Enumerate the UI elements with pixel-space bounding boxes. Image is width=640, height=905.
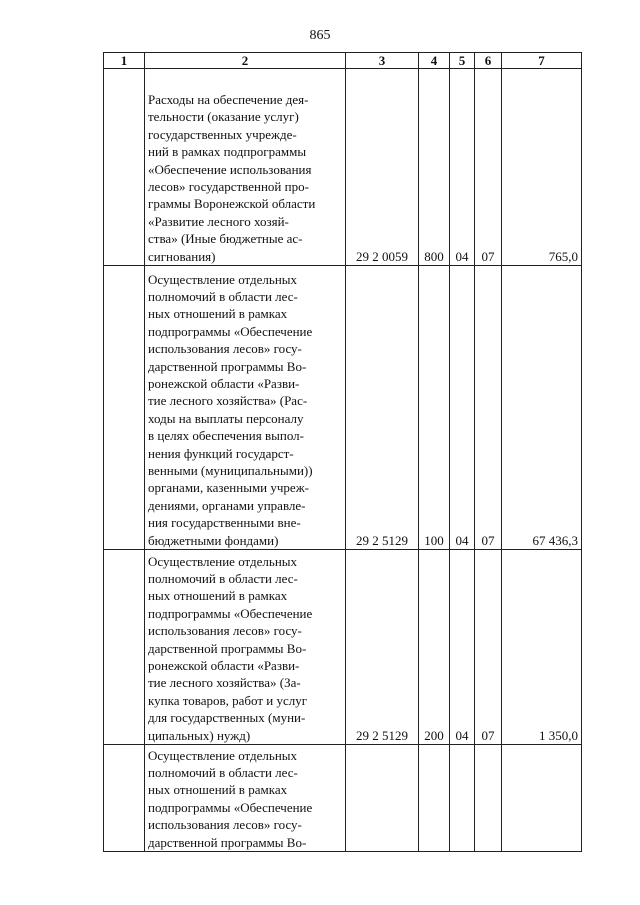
row-target-code: 29 2 5129 [346,266,419,550]
row-target-code [346,745,419,852]
row-subsection: 07 [475,550,502,745]
table-header [104,53,582,69]
row-section: 04 [450,266,475,550]
row-description: Осуществление отдельных полномочий в области лес- ных отношений в рамках подпрограммы «Обеспечение использования лесов» госу- дарственной программы Во- [145,745,346,852]
page-number: 865 [309,28,331,43]
row-index-cell [104,266,145,550]
row-expense-type: 800 [419,69,450,266]
header-col-6: 6 [475,53,502,69]
row-target-code: 29 2 5129 [346,550,419,745]
row-index-cell [104,69,145,266]
row-expense-type: 200 [419,550,450,745]
row-amount: 67 436,3 [502,266,582,550]
table-row [104,745,582,852]
row-section [450,745,475,852]
header-col-7: 7 [502,53,582,69]
header-col-3: 3 [346,53,419,69]
header-col-4: 4 [419,53,450,69]
row-expense-type: 100 [419,266,450,550]
row-index-cell [104,745,145,852]
table-row [104,69,582,266]
row-description: Осуществление отдельных полномочий в области лес- ных отношений в рамках подпрограммы «Обеспечение использования лесов» госу- дарственной программы Во- ронежской области «Разви- тие лесного хозяйства» (За- купка товаров, работ и услуг для государственных (муни- ципальных) нужд) [145,550,346,745]
row-section: 04 [450,550,475,745]
table-row [104,550,582,745]
row-target-code: 29 2 0059 [346,69,419,266]
row-description: Осуществление отдельных полномочий в области лес- ных отношений в рамках подпрограммы «Обеспечение использования лесов» госу- дарственной программы Во- ронежской области «Разви- тие лесного хозяйства» (Рас- ходы на выплаты персоналу в целях обеспечения выпол- нения функций государст- венными (муниципальными)) органами, казенными учреж- дениями, органами управле- ния государственными вне- бюджетными фондами) [145,266,346,550]
budget-table [103,52,582,852]
row-amount: 765,0 [502,69,582,266]
header-col-2: 2 [145,53,346,69]
row-subsection: 07 [475,69,502,266]
row-expense-type [419,745,450,852]
table-row [104,266,582,550]
row-index-cell [104,550,145,745]
header-row [104,53,582,69]
header-col-5: 5 [450,53,475,69]
table-body [104,69,582,852]
row-amount [502,745,582,852]
header-col-1: 1 [104,53,145,69]
row-subsection: 07 [475,266,502,550]
row-subsection [475,745,502,852]
row-amount: 1 350,0 [502,550,582,745]
row-section: 04 [450,69,475,266]
row-description: Расходы на обеспечение дея- тельности (оказание услуг) государственных учрежде- ний в рамках подпрограммы «Обеспечение использования лесов» государственной про- граммы Воронежской области «Развитие лесного хозяй- ства» (Иные бюджетные ас- сигнования) [145,69,346,266]
